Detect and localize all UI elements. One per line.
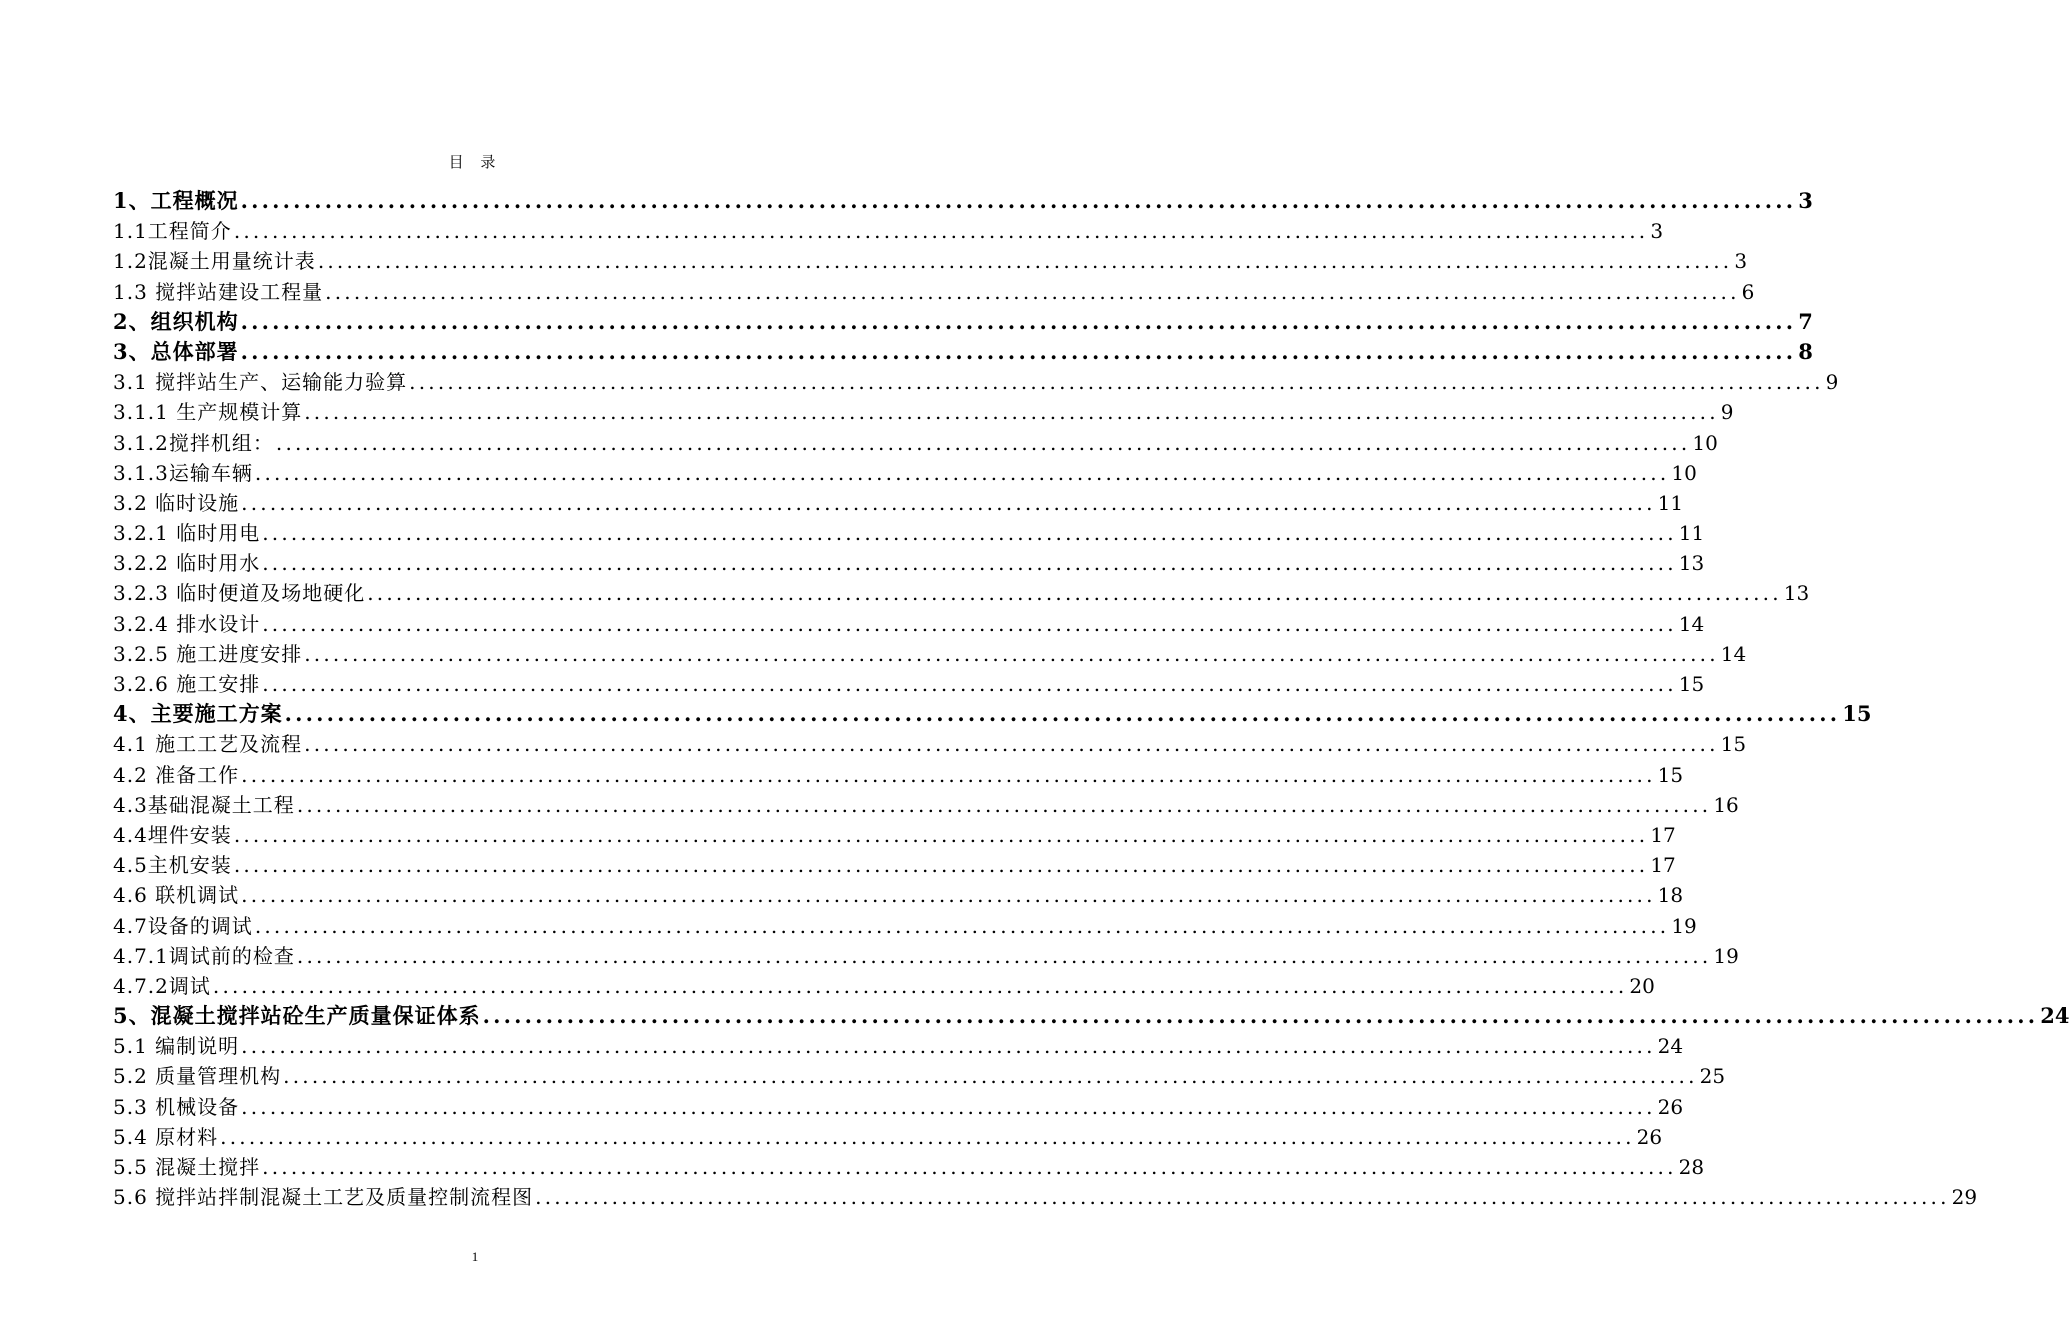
toc-entry[interactable] [113,971,1655,1001]
toc-entry[interactable] [113,548,1705,578]
toc-entry-label: 5.6 搅拌站拌制混凝土工艺及质量控制流程图 [113,1185,534,1210]
toc-entry-page: 14 [1678,611,1705,636]
toc-entry-label: 1、工程概况 [113,188,239,213]
toc-leader-dots: .................................................................................................................................................... [304,400,1719,425]
toc-entry-label: 1.1工程简介 [113,219,232,244]
toc-entry[interactable] [113,729,1747,759]
toc-entry-page: 26 [1636,1124,1663,1149]
toc-entry[interactable] [113,1092,1684,1122]
toc-leader-dots: .................................................................................................................................................... [241,883,1656,908]
toc-entry[interactable] [113,639,1747,669]
toc-entry-label: 4.3基础混凝土工程 [113,792,295,817]
toc-entry-page: 24 [1657,1034,1684,1059]
toc-leader-dots: .................................................................................................................................................... [284,701,1841,727]
toc-entry[interactable] [113,277,1755,307]
toc-entry-page: 15 [1678,672,1705,696]
toc-entry-page: 10 [1692,430,1718,455]
toc-entry-page: 29 [1951,1185,1978,1210]
toc-entry[interactable] [113,216,1664,246]
toc-leader-dots: .................................................................................................................................................... [262,1155,1677,1179]
toc-leader-dots: .................................................................................................................................................... [283,1064,1698,1089]
toc-entry-page: 28 [1678,1155,1705,1179]
page-title: 目 录 [448,153,502,171]
toc-entry-page: 9 [1825,370,1839,395]
toc-leader-dots: .................................................................................................................................................... [254,913,1670,938]
toc-leader-dots: .................................................................................................................................................... [254,460,1670,485]
toc-entry[interactable] [113,790,1739,820]
toc-entry-label: 4.5主机安装 [113,853,232,878]
toc-leader-dots: .................................................................................................................................................... [212,973,1628,998]
toc-leader-dots: .................................................................................................................................................... [275,430,1691,455]
toc-entry-page: 3 [1650,219,1664,244]
toc-entry-label: 5、混凝土搅拌站砼生产质量保证体系 [113,1003,481,1029]
toc-entry-page: 8 [1798,338,1813,364]
toc-entry[interactable] [113,1001,2070,1031]
toc-entry[interactable] [113,880,1684,910]
toc-leader-dots: .................................................................................................................................................... [535,1185,1950,1210]
toc-entry[interactable] [113,488,1684,518]
toc-leader-dots: .................................................................................................................................................... [367,581,1782,606]
toc-entry-label: 3.2.1 临时用电 [113,521,261,546]
toc-entry-page: 16 [1713,792,1739,817]
toc-leader-dots: .................................................................................................................................................... [241,490,1656,515]
toc-entry-page: 13 [1678,551,1705,576]
toc-entry-label: 3.2.5 施工进度安排 [113,641,303,666]
toc-leader-dots: .................................................................................................................................................... [262,611,1677,636]
toc-entry[interactable] [113,820,1676,850]
toc-entry-label: 4.7.1调试前的检查 [113,943,295,968]
toc-entry-label: 3.1.1 生产规模计算 [113,400,303,425]
toc-entry-page: 7 [1798,308,1813,334]
toc-entry-label: 3.1.2搅拌机组： [113,430,274,455]
toc-leader-dots: .................................................................................................................................................... [325,279,1740,304]
toc-entry-page: 18 [1657,883,1684,908]
toc-entry-page: 14 [1720,641,1747,666]
toc-entry[interactable] [113,367,1839,397]
toc-entry[interactable] [113,186,1813,216]
toc-entry[interactable] [113,1031,1684,1061]
toc-entry[interactable] [113,578,1810,608]
toc-entry[interactable] [113,518,1705,548]
toc-entry[interactable] [113,1182,1978,1212]
toc-entry-page: 20 [1629,973,1655,998]
toc-entry-label: 4.7设备的调试 [113,913,253,938]
toc-entry-page: 24 [2040,1003,2070,1029]
toc-entry-label: 4.6 联机调试 [113,883,240,908]
toc-entry-label: 4.2 准备工作 [113,762,240,787]
toc-entry-label: 4.1 施工工艺及流程 [113,732,303,757]
toc-leader-dots: .................................................................................................................................................... [304,732,1719,757]
toc-leader-dots: .................................................................................................................................................... [233,219,1649,244]
toc-entry[interactable] [113,760,1684,790]
toc-leader-dots: .................................................................................................................................................... [296,943,1712,968]
toc-entry-page: 15 [1657,762,1684,787]
toc-entry-label: 3.2 临时设施 [113,490,240,515]
toc-entry-page: 17 [1650,822,1676,847]
toc-leader-dots: .................................................................................................................................................... [241,1094,1656,1119]
toc-leader-dots: .................................................................................................................................................... [296,792,1712,817]
toc-entry-page: 13 [1783,581,1810,606]
toc-leader-dots: .................................................................................................................................................... [240,188,1797,213]
toc-entry-label: 4.4埋件安装 [113,822,232,847]
toc-entry[interactable] [113,911,1697,941]
toc-entry-page: 26 [1657,1094,1684,1119]
toc-entry[interactable] [113,609,1705,639]
toc-entry-label: 3.1 搅拌站生产、运输能力验算 [113,370,408,395]
toc-leader-dots: .................................................................................................................................................... [241,762,1656,787]
toc-entry-page: 25 [1699,1064,1726,1089]
toc-entry-label: 4.7.2调试 [113,973,211,998]
toc-entry-page: 3 [1734,249,1748,274]
toc-leader-dots: .................................................................................................................................................... [233,853,1649,878]
toc-entry-page: 9 [1720,400,1734,425]
toc-entry-page: 15 [1720,732,1747,757]
toc-entry-page: 3 [1798,188,1813,213]
toc-entry-label: 3.2.2 临时用水 [113,551,261,576]
toc-entry-label: 3.2.6 施工安排 [113,672,261,696]
toc-entry-label: 5.2 质量管理机构 [113,1064,282,1089]
toc-leader-dots: .................................................................................................................................................... [262,672,1677,696]
toc-entry-label: 2、组织机构 [113,308,239,334]
toc-entry-label: 1.2混凝土用量统计表 [113,249,316,274]
toc-leader-dots: .................................................................................................................................................... [262,551,1677,576]
toc-entry[interactable] [113,941,1739,971]
toc-entry[interactable] [113,699,1872,729]
toc-entry-page: 11 [1657,490,1684,515]
toc-entry-label: 5.5 混凝土搅拌 [113,1155,261,1179]
toc-entry-page: 15 [1842,701,1872,727]
table-of-contents [113,186,2070,1212]
toc-entry-label: 3.1.3运输车辆 [113,460,253,485]
toc-entry-page: 11 [1678,521,1705,546]
toc-leader-dots: .................................................................................................................................................... [240,308,1797,334]
toc-leader-dots: .................................................................................................................................................... [317,249,1733,274]
toc-leader-dots: .................................................................................................................................................... [304,641,1719,666]
toc-entry[interactable] [113,1122,1663,1152]
page-number: 1 [471,1249,479,1264]
toc-leader-dots: .................................................................................................................................................... [233,822,1649,847]
toc-entry-page: 10 [1671,460,1697,485]
toc-entry-page: 6 [1741,279,1755,304]
toc-entry[interactable] [113,458,1697,488]
toc-entry[interactable] [113,246,1748,276]
toc-entry[interactable] [113,850,1676,880]
toc-entry[interactable] [113,669,1705,699]
toc-entry-page: 17 [1650,853,1676,878]
toc-entry[interactable] [113,428,1718,458]
toc-entry[interactable] [113,1061,1726,1091]
toc-entry-page: 19 [1713,943,1739,968]
toc-entry[interactable] [113,307,1813,337]
toc-leader-dots: .................................................................................................................................................... [240,338,1797,364]
toc-entry-label: 5.3 机械设备 [113,1094,240,1119]
toc-leader-dots: .................................................................................................................................................... [262,521,1677,546]
toc-entry-label: 1.3 搅拌站建设工程量 [113,279,324,304]
toc-entry-label: 3.2.4 排水设计 [113,611,261,636]
toc-leader-dots: .................................................................................................................................................... [220,1124,1635,1149]
toc-entry-label: 3、总体部署 [113,338,239,364]
toc-leader-dots: .................................................................................................................................................... [409,370,1824,395]
toc-leader-dots: .................................................................................................................................................... [482,1003,2039,1029]
toc-entry[interactable] [113,1152,1705,1182]
toc-leader-dots: .................................................................................................................................................... [241,1034,1656,1059]
toc-entry-label: 5.4 原材料 [113,1124,219,1149]
toc-entry[interactable] [113,397,1734,427]
toc-entry-page: 19 [1671,913,1697,938]
toc-entry[interactable] [113,337,1813,367]
toc-entry-label: 3.2.3 临时便道及场地硬化 [113,581,366,606]
toc-entry-label: 5.1 编制说明 [113,1034,240,1059]
toc-entry-label: 4、主要施工方案 [113,701,283,727]
